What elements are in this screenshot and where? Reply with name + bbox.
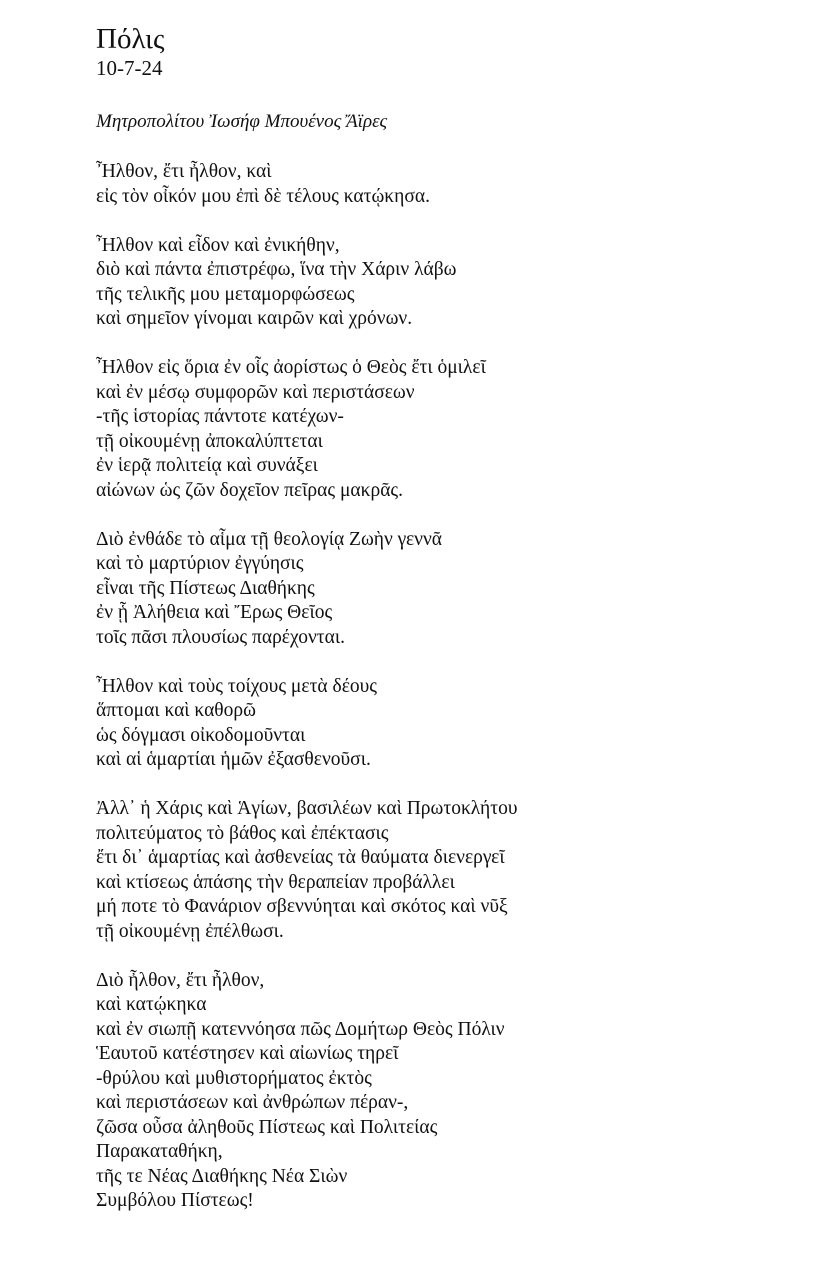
poem-line: καὶ ἐν σιωπῇ κατεννόησα πῶς Δομήτωρ Θεὸς Πόλιν: [96, 1018, 505, 1040]
poem-line: ἅπτομαι καὶ καθορῶ: [96, 700, 256, 721]
poem-line: καὶ ἐν μέσῳ συμφορῶν καὶ περιστάσεων: [96, 381, 415, 403]
stanza: [96, 969, 796, 1214]
poem-line: Διὸ ἐνθάδε τὸ αἷμα τῇ θεολογίᾳ Ζωὴν γεννᾶ: [96, 528, 443, 550]
poem-line: ἐν ᾗ Ἀλήθεια καὶ Ἔρως Θεῖος: [96, 602, 333, 623]
stanza: [96, 160, 796, 209]
poem-line: Διὸ ἦλθον, ἔτι ἦλθον,: [96, 969, 265, 991]
poem-line: καὶ σημεῖον γίνομαι καιρῶν καὶ χρόνων.: [96, 308, 413, 329]
poem-line: εἰς τὸν οἶκόν μου ἐπὶ δὲ τέλους κατῴκησα.: [96, 185, 430, 207]
poem-line: καὶ κατῴκηκα: [96, 994, 207, 1015]
poem-line: εἶναι τῆς Πίστεως Διαθήκης: [96, 577, 315, 599]
poem-line: αἰώνων ὡς ζῶν δοχεῖον πεῖρας μακρᾶς.: [96, 479, 404, 501]
poem-line: τῇ οἰκουμένῃ ἀποκαλύπτεται: [96, 430, 323, 452]
poem-line: τῇ οἰκουμένῃ ἐπέλθωσι.: [96, 920, 284, 942]
poem-line: Ἦλθον καὶ εἶδον καὶ ἐνικήθην,: [96, 234, 340, 256]
poem-line: ὡς δόγμασι οἰκοδομοῦνται: [96, 724, 306, 746]
poem-title: Πόλις: [96, 23, 165, 55]
poem-page: [96, 22, 796, 1238]
poem-author: Μητροπολίτου Ἰωσήφ Μπουένος Ἄϊρες: [96, 111, 388, 132]
poem-line: τῆς τε Νέας Διαθήκης Νέα Σιὼν: [96, 1165, 348, 1187]
poem-line: Ἑαυτοῦ κατέστησεν καὶ αἰωνίως τηρεῖ: [96, 1043, 399, 1064]
poem-line: Ἦλθον, ἔτι ἦλθον, καὶ: [96, 161, 272, 182]
poem-line: καὶ αἱ ἁμαρτίαι ἡμῶν ἐξασθενοῦσι.: [96, 749, 371, 770]
stanza: [96, 797, 796, 944]
poem-date: 10-7-24: [96, 56, 163, 80]
poem-line: τοῖς πᾶσι πλουσίως παρέχονται.: [96, 626, 345, 648]
stanza: [96, 528, 796, 651]
poem-line: Ἦλθον καὶ τοὺς τοίχους μετὰ δέους: [96, 675, 378, 697]
poem-line: καὶ τὸ μαρτύριον ἐγγύησις: [96, 553, 304, 574]
stanza: [96, 675, 796, 773]
stanza: [96, 234, 796, 332]
poem-line: ζῶσα οὖσα ἀληθοῦς Πίστεως καὶ Πολιτείας: [96, 1116, 438, 1138]
poem-line: ἐν ἱερᾷ πολιτείᾳ καὶ συνάξει: [96, 455, 318, 476]
poem-line: καὶ περιστάσεων καὶ ἀνθρώπων πέραν-,: [96, 1092, 409, 1113]
poem-line: διὸ καὶ πάντα ἐπιστρέφω, ἵνα τὴν Χάριν λάβω: [96, 259, 457, 280]
poem-line: καὶ κτίσεως ἁπάσης τὴν θεραπείαν προβάλλει: [96, 871, 455, 893]
poem-line: -θρύλου καὶ μυθιστορήματος ἐκτὸς: [96, 1067, 372, 1089]
poem-line: τῆς τελικῆς μου μεταμορφώσεως: [96, 283, 355, 305]
stanza: [96, 356, 796, 503]
poem-line: μή ποτε τὸ Φανάριον σβεννύηται καὶ σκότος καὶ νῦξ: [96, 896, 508, 917]
poem-line: Ἦλθον εἰς ὅρια ἐν οἷς ἀορίστως ὁ Θεὸς ἔτι ὁμιλεῖ: [96, 357, 486, 378]
poem-line: Συμβόλου Πίστεως!: [96, 1190, 254, 1211]
poem-line: -τῆς ἱστορίας πάντοτε κατέχων-: [96, 406, 344, 427]
poem-line: Παρακαταθήκη,: [96, 1141, 223, 1162]
poem-line: ἔτι δι᾽ ἁμαρτίας καὶ ἀσθενείας τὰ θαύματα διενεργεῖ: [96, 847, 505, 868]
poem-line: πολιτεύματος τὸ βάθος καὶ ἐπέκτασις: [96, 822, 389, 844]
poem-body: [96, 160, 796, 1214]
poem-line: Ἀλλ᾽ ἡ Χάρις καὶ Ἁγίων, βασιλέων καὶ Πρωτοκλήτου: [96, 798, 518, 819]
